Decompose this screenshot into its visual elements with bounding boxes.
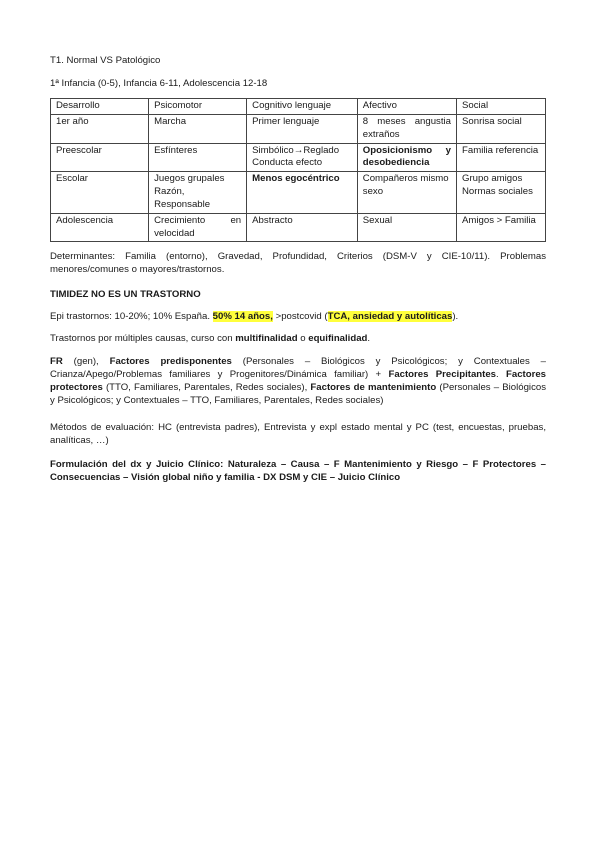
- factors-text: (gen),: [62, 356, 110, 367]
- determinantes-paragraph: Determinantes: Familia (entorno), Gravedad, Profundidad, Criterios (DSM-V y CIE-10/11). Problemas menores/comunes o mayores/trastornos.: [50, 251, 546, 275]
- table-cell: Adolescencia: [51, 213, 149, 242]
- epidemiology-paragraph: [50, 311, 546, 324]
- table-cell: Menos egocéntrico: [247, 172, 358, 214]
- table-cell: Marcha: [149, 114, 247, 143]
- formulation-paragraph: Formulación del dx y Juicio Clínico: Naturaleza – Causa – F Mantenimiento y Riesgo – F Protectores – Consecuencias – Visión global niño y familia - DX DSM y CIE – Juicio Clínico: [50, 459, 546, 483]
- evaluation-methods-paragraph: Métodos de evaluación: HC (entrevista padres), Entrevista y expl estado mental y PC (test, encuestas, pruebas, analíticas, …): [50, 422, 546, 446]
- table-cell: Preescolar: [51, 143, 149, 172]
- development-stages: 1ª Infancia (0-5), Infancia 6-11, Adolescencia 12-18: [50, 78, 268, 89]
- multifinality-term: multifinalidad: [235, 333, 298, 344]
- table-cell: Oposicionismo y desobediencia: [357, 143, 456, 172]
- header-cell: Cognitivo lenguaje: [247, 99, 358, 115]
- table-cell: Abstracto: [247, 213, 358, 242]
- factors-paragraph: [50, 356, 546, 407]
- table-row: [51, 213, 546, 242]
- table-row: [51, 172, 546, 214]
- factors-text: (Personales – Biológicos y Psicológicos; y Contextuales – Crianza/Apego/Problemas familiares y Progenitores/Dinámica familiar) +: [50, 356, 546, 380]
- causes-text: .: [367, 333, 371, 344]
- table-row: [51, 143, 546, 172]
- table-cell: Compañeros mismo sexo: [357, 172, 456, 214]
- header-cell: Psicomotor: [149, 99, 247, 115]
- table-cell: Esfínteres: [149, 143, 247, 172]
- table-cell: 1er año: [51, 114, 149, 143]
- table-cell: Amigos > Familia: [457, 213, 546, 242]
- table-cell: Sexual: [357, 213, 456, 242]
- causes-text: o: [297, 333, 309, 344]
- fr-term: FR: [50, 356, 63, 367]
- precipitating-term: Factores Precipitantes: [388, 368, 497, 380]
- table-cell: Crecimiento en velocidad: [149, 213, 247, 242]
- factors-text: (TTO, Familiares, Parentales, Redes sociales),: [102, 381, 311, 393]
- epi-highlight-age: 50% 14 años,: [212, 311, 273, 322]
- predisposing-term: Factores predisponentes: [109, 356, 232, 367]
- table-cell: Grupo amigos Normas sociales: [457, 172, 546, 214]
- epi-highlight-disorders: TCA, ansiedad y autolíticas: [327, 311, 453, 322]
- header-cell: Social: [457, 99, 546, 115]
- equifinality-term: equifinalidad: [308, 333, 368, 344]
- table-cell: Sonrisa social: [457, 114, 546, 143]
- epi-text: >postcovid (: [272, 311, 328, 322]
- causes-paragraph: [50, 333, 546, 346]
- table-cell: Familia referencia: [457, 143, 546, 172]
- causes-text: Trastornos por múltiples causas, curso con: [50, 333, 236, 344]
- table-cell: Simbólico→Reglado Conducta efecto: [247, 143, 358, 172]
- table-cell: 8 meses angustia extraños: [357, 114, 456, 143]
- epi-text: Epi trastornos: 10-20%; 10% España.: [50, 311, 213, 322]
- factors-text: .: [496, 368, 499, 380]
- page-title: T1. Normal VS Patológico: [50, 55, 161, 66]
- factors-text: (Personales – Biológicos y Psicológicos; y Contextuales – TTO, Familiares, Parentales, Redes sociales): [50, 381, 546, 406]
- protective-term: Factores protectores: [50, 368, 546, 393]
- maintenance-term: Factores de mantenimiento: [310, 381, 437, 393]
- timidez-heading: TIMIDEZ NO ES UN TRASTORNO: [50, 289, 201, 300]
- header-cell: Afectivo: [357, 99, 456, 115]
- table-row: [51, 114, 546, 143]
- development-table: [50, 98, 546, 242]
- table-cell: Primer lenguaje: [247, 114, 358, 143]
- table-header-row: [51, 99, 546, 115]
- epi-text: ).: [452, 311, 459, 322]
- header-cell: Desarrollo: [51, 99, 149, 115]
- table-cell: Escolar: [51, 172, 149, 214]
- table-cell: Juegos grupales Razón, Responsable: [149, 172, 247, 214]
